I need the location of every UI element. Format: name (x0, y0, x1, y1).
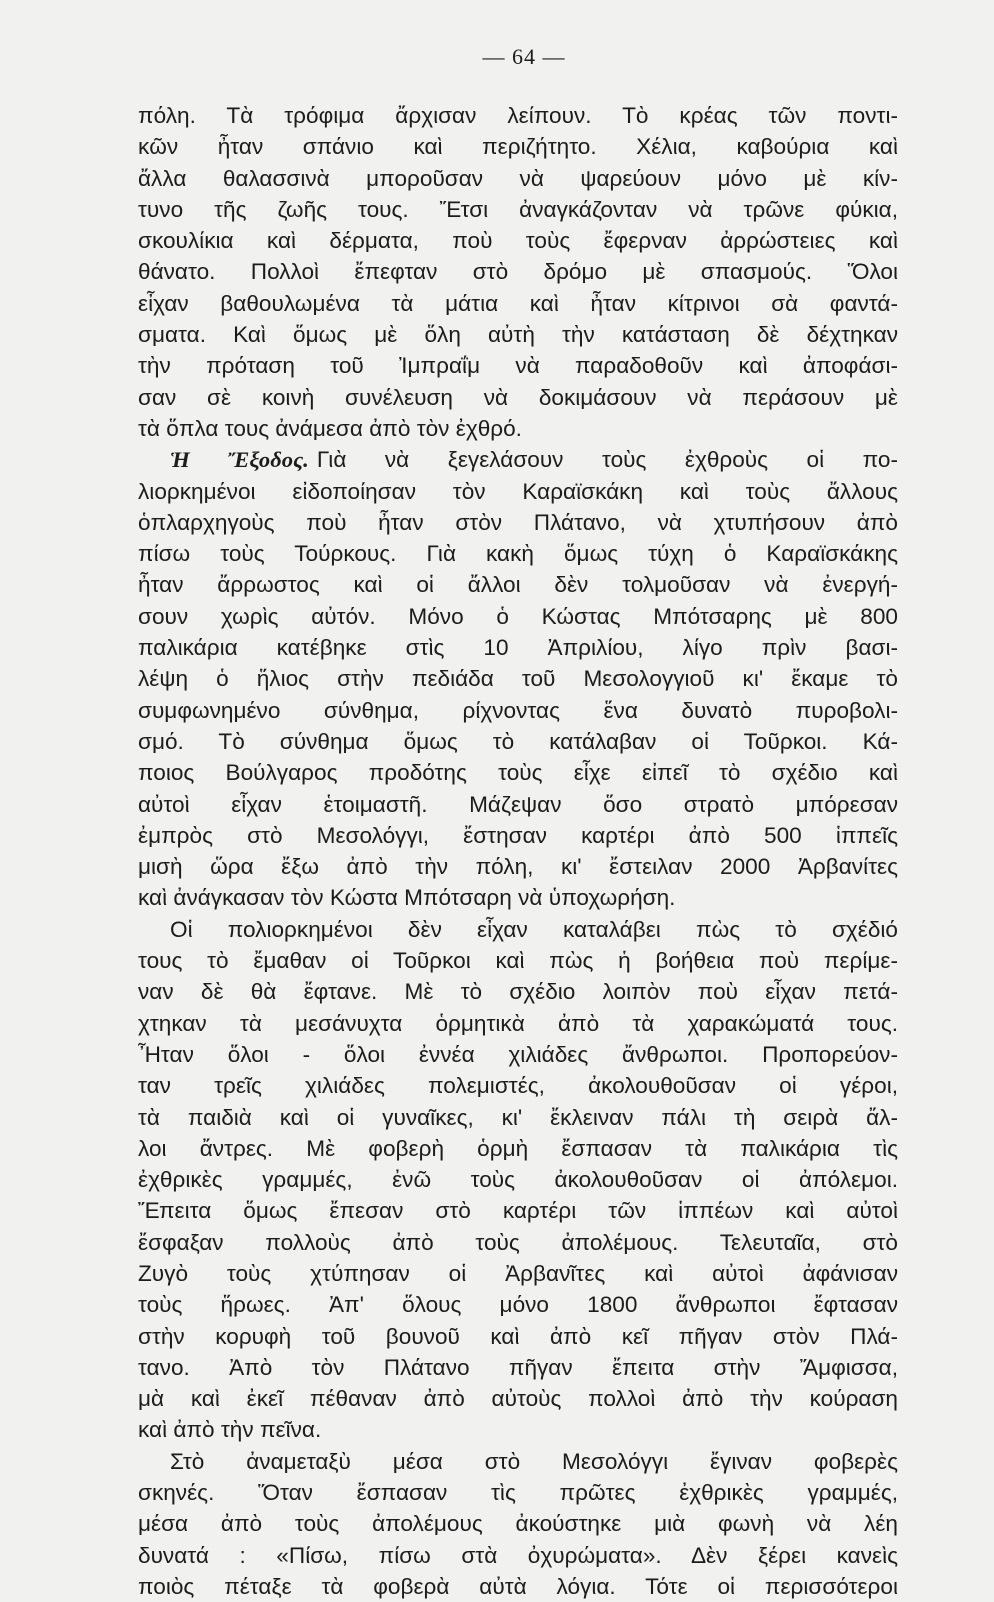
text-line: ἐμπρὸς στὸ Μεσολόγγι, ἔστησαν καρτέρι ἀπὸ 500 ἱππεῖς (138, 822, 898, 848)
text-line: σουν χωρὶς αὐτόν. Μόνο ὁ Κώστας Μπότσαρης μὲ 800 (138, 603, 898, 629)
text-line: θάνατο. Πολλοὶ ἔπεφταν στὸ δρόμο μὲ σπασμούς. Ὅλοι (138, 259, 898, 285)
text-line: ναν δὲ θὰ ἔφτανε. Μὲ τὸ σχέδιο λοιπὸν ποὺ εἶχαν πετά- (138, 979, 898, 1005)
text-fragment: Γιὰ νὰ ξεγελάσουν τοὺς ἐχθροὺς οἱ πο- (316, 447, 899, 473)
text-line: αὐτοὶ εἶχαν ἑτοιμαστῆ. Μάζεψαν ὅσο στρατὸ μπόρεσαν (138, 791, 898, 817)
text-line: ταν τρεῖς χιλιάδες πολεμιστές, ἀκολουθοῦσαν οἱ γέροι, (138, 1073, 898, 1099)
text-line: τανο. Ἀπὸ τὸν Πλάτανο πῆγαν ἔπειτα στὴν Ἄμφισσα, (138, 1354, 898, 1380)
text-line: ὁπλαρχηγοὺς ποὺ ἦταν στὸν Πλάτανο, νὰ χτυπήσουν ἀπὸ (138, 509, 898, 535)
text-line: σκηνές. Ὅταν ἔσπασαν τὶς πρῶτες ἐχθρικὲς γραμμές, (138, 1480, 898, 1506)
text-line: σαν σὲ κοινὴ συνέλευση νὰ δοκιμάσουν νὰ περάσουν μὲ (138, 384, 898, 410)
text-line: σματα. Καὶ ὅμως μὲ ὅλη αὐτὴ τὴν κατάσταση δὲ δέχτηκαν (138, 322, 898, 348)
text-line: πόλη. Τὰ τρόφιμα ἄρχισαν λείπουν. Τὸ κρέας τῶν ποντι- (138, 103, 898, 128)
text-line: συμφωνημένο σύνθημα, ρίχνοντας ἕνα δυνατὸ πυροβολι- (138, 697, 898, 723)
text-line: στὴν κορυφὴ τοῦ βουνοῦ καὶ ἀπὸ κεῖ πῆγαν στὸν Πλά- (138, 1323, 898, 1349)
text-line: σκουλίκια καὶ δέρματα, ποὺ τοὺς ἔφερναν ἀρρώστειες καὶ (138, 228, 898, 254)
text-line: παλικάρια κατέβηκε στὶς 10 Ἀπριλίου, λίγο πρὶν βασι- (138, 635, 898, 661)
paragraph-4 (138, 1446, 898, 1602)
text-line: ποιος Βούλγαρος προδότης τοὺς εἶχε εἰπεῖ τὸ σχέδιο καὶ (138, 760, 898, 786)
text-line: σμό. Τὸ σύνθημα ὅμως τὸ κατάλαβαν οἱ Τοῦρκοι. Κά- (138, 728, 898, 754)
text-line: χτηκαν τὰ μεσάνυχτα ὁρμητικὰ ἀπὸ τὰ χαρακώματά τους. (138, 1010, 898, 1036)
text-line: Ἦταν ὅλοι - ὅλοι ἐννέα χιλιάδες ἄνθρωποι. Προπορεύον- (138, 1041, 898, 1067)
text-line: καὶ ἀνάγκασαν τὸν Κώστα Μπότσαρη νὰ ὑποχωρήση. (138, 885, 676, 911)
text-line: μισὴ ὥρα ἔξω ἀπὸ τὴν πόλη, κι' ἔστειλαν 2000 Ἀρβανίτες (138, 854, 898, 880)
text-line: λέψη ὁ ἥλιος στὴν πεδιάδα τοῦ Μεσολογγιοῦ κι' ἔκαμε τὸ (138, 666, 898, 692)
paragraph-2 (138, 444, 898, 913)
body-text (138, 100, 898, 1602)
text-line: καὶ ἀπὸ τὴν πεῖνα. (138, 1417, 322, 1443)
text-line: Ζυγὸ τοὺς χτύπησαν οἱ Ἀρβανῖτες καὶ αὐτοὶ ἀφάνισαν (138, 1260, 898, 1286)
text-line: δυνατά : «Πίσω, πίσω στὰ ὀχυρώματα». Δὲν ξέρει κανεὶς (138, 1542, 898, 1568)
text-line: τους τὸ ἔμαθαν οἱ Τοῦρκοι καὶ πὼς ἡ βοήθεια ποὺ περίμε- (138, 948, 898, 974)
text-line: ἄλλα θαλασσινὰ μποροῦσαν νὰ ψαρεύουν μόνο μὲ κίν- (138, 165, 898, 191)
text-line: τοὺς ἥρωες. Ἀπ' ὅλους μόνο 1800 ἄνθρωποι ἔφτασαν (138, 1292, 898, 1318)
text-line: λοι ἄντρες. Μὲ φοβερὴ ὁρμὴ ἔσπασαν τὰ παλικάρια τὶς (138, 1135, 898, 1161)
text-line: κῶν ἦταν σπάνιο καὶ περιζήτητο. Χέλια, καβούρια καὶ (138, 134, 898, 160)
text-line: μέσα ἀπὸ τοὺς ἀπολέμους ἀκούστηκε μιὰ φωνὴ νὰ λέη (138, 1511, 898, 1537)
text-line: τὰ παιδιὰ καὶ οἱ γυναῖκες, κι' ἔκλειναν πάλι τὴ σειρὰ ἄλ- (138, 1104, 898, 1130)
text-line: Στὸ ἀναμεταξὺ μέσα στὸ Μεσολόγγι ἔγιναν φοβερὲς (170, 1448, 898, 1474)
text-line: πίσω τοὺς Τούρκους. Γιὰ κακὴ ὅμως τύχη ὁ Καραϊσκάκης (138, 541, 898, 567)
text-line: λιορκημένοι εἰδοποίησαν τὸν Καραϊσκάκη καὶ τοὺς ἄλλους (138, 478, 898, 504)
text-line: ἔσφαξαν πολλοὺς ἀπὸ τοὺς ἀπολέμους. Τελευταῖα, στὸ (138, 1229, 898, 1255)
heading-line (138, 444, 898, 475)
page-number: — 64 — (482, 44, 566, 69)
section-heading: Ἡ Ἔξοδος. (170, 447, 309, 473)
text-line: ποιὸς πέταξε τὰ φοβερὰ αὐτὰ λόγια. Τότε οἱ περισσότεροι (138, 1573, 898, 1599)
text-line: εἶχαν βαθουλωμένα τὰ μάτια καὶ ἦταν κίτρινοι σὰ φαντά- (138, 290, 898, 316)
paragraph-1 (138, 100, 898, 444)
text-line: ἐχθρικὲς γραμμές, ἐνῶ τοὺς ἀκολουθοῦσαν οἱ ἀπόλεμοι. (138, 1167, 898, 1193)
text-line: μὰ καὶ ἐκεῖ πέθαναν ἀπὸ αὐτοὺς πολλοὶ ἀπὸ τὴν κούραση (138, 1386, 898, 1412)
text-line: τὴν πρόταση τοῦ Ἰμπραΐμ νὰ παραδοθοῦν καὶ ἀποφάσι- (138, 353, 898, 379)
text-line: Ἔπειτα ὅμως ἔπεσαν στὸ καρτέρι τῶν ἱππέων καὶ αὐτοὶ (138, 1198, 898, 1224)
text-line: τυνο τῆς ζωῆς τους. Ἔτσι ἀναγκάζονταν νὰ τρῶνε φύκια, (138, 196, 898, 222)
paragraph-3 (138, 914, 898, 1446)
text-line: τὰ ὅπλα τους ἀνάμεσα ἀπὸ τὸν ἐχθρό. (138, 415, 522, 441)
text-line: Οἱ πολιορκημένοι δὲν εἶχαν καταλάβει πὼς τὸ σχέδιό (170, 916, 898, 942)
text-line: ἦταν ἄρρωστος καὶ οἱ ἄλλοι δὲν τολμοῦσαν νὰ ἐνεργή- (138, 572, 898, 598)
